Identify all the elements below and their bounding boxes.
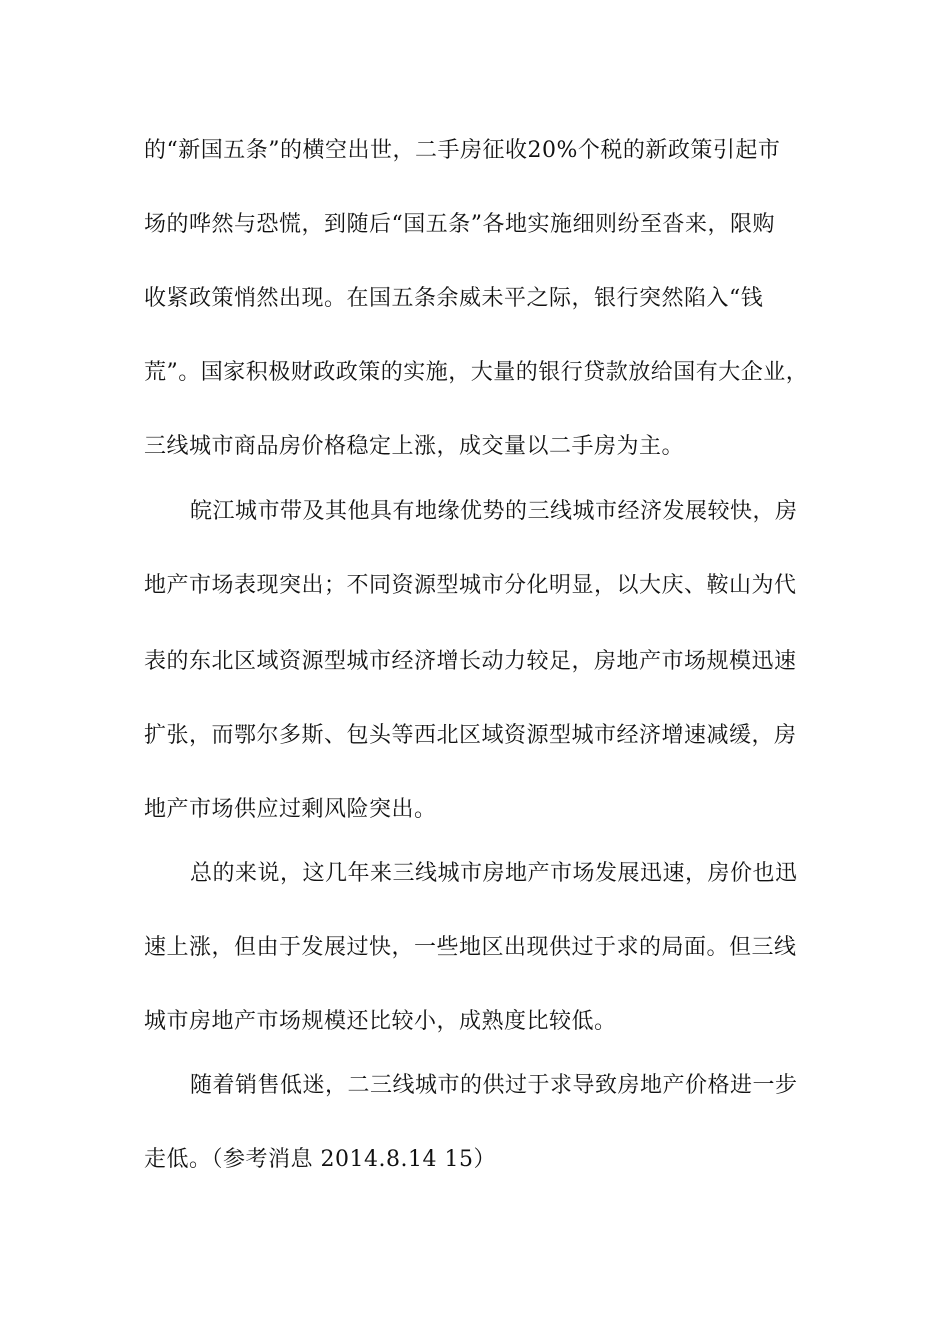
text-line: 地产市场表现突出；不同资源型城市分化明显，以大庆、鞍山为代	[144, 573, 797, 598]
text-line: 三线城市商品房价格稳定上涨，成交量以二手房为主。	[144, 434, 685, 459]
text-line: 速上涨，但由于发展过快，一些地区出现供过于求的局面。但三线	[144, 935, 797, 960]
text-line: 地产市场供应过剩风险突出。	[144, 797, 437, 822]
text-line: 的“新国五条”的横空出世，二手房征收20%个税的新政策引起市	[144, 138, 781, 163]
text-line: 走低。（参考消息 2014.8.14 15）	[144, 1147, 496, 1172]
text-line: 扩张，而鄂尔多斯、包头等西北区域资源型城市经济增速减缓，房	[144, 723, 797, 748]
text-line: 城市房地产市场规模还比较小，成熟度比较低。	[144, 1009, 617, 1034]
text-line: 场的哗然与恐慌，到随后“国五条”各地实施细则纷至沓来，限购	[144, 212, 775, 237]
paragraph-first-line: 总的来说，这几年来三线城市房地产市场发展迅速，房价也迅	[190, 861, 798, 886]
paragraph-first-line: 随着销售低迷，二三线城市的供过于求导致房地产价格进一步	[190, 1073, 798, 1098]
text-line: 表的东北区域资源型城市经济增长动力较足，房地产市场规模迅速	[144, 649, 797, 674]
paragraph-first-line: 皖江城市带及其他具有地缘优势的三线城市经济发展较快，房	[190, 499, 798, 524]
text-line: 荒”。国家积极财政政策的实施，大量的银行贷款放给国有大企业，	[144, 360, 809, 385]
text-line: 收紧政策悄然出现。在国五条余威未平之际，银行突然陷入“钱	[144, 286, 764, 311]
